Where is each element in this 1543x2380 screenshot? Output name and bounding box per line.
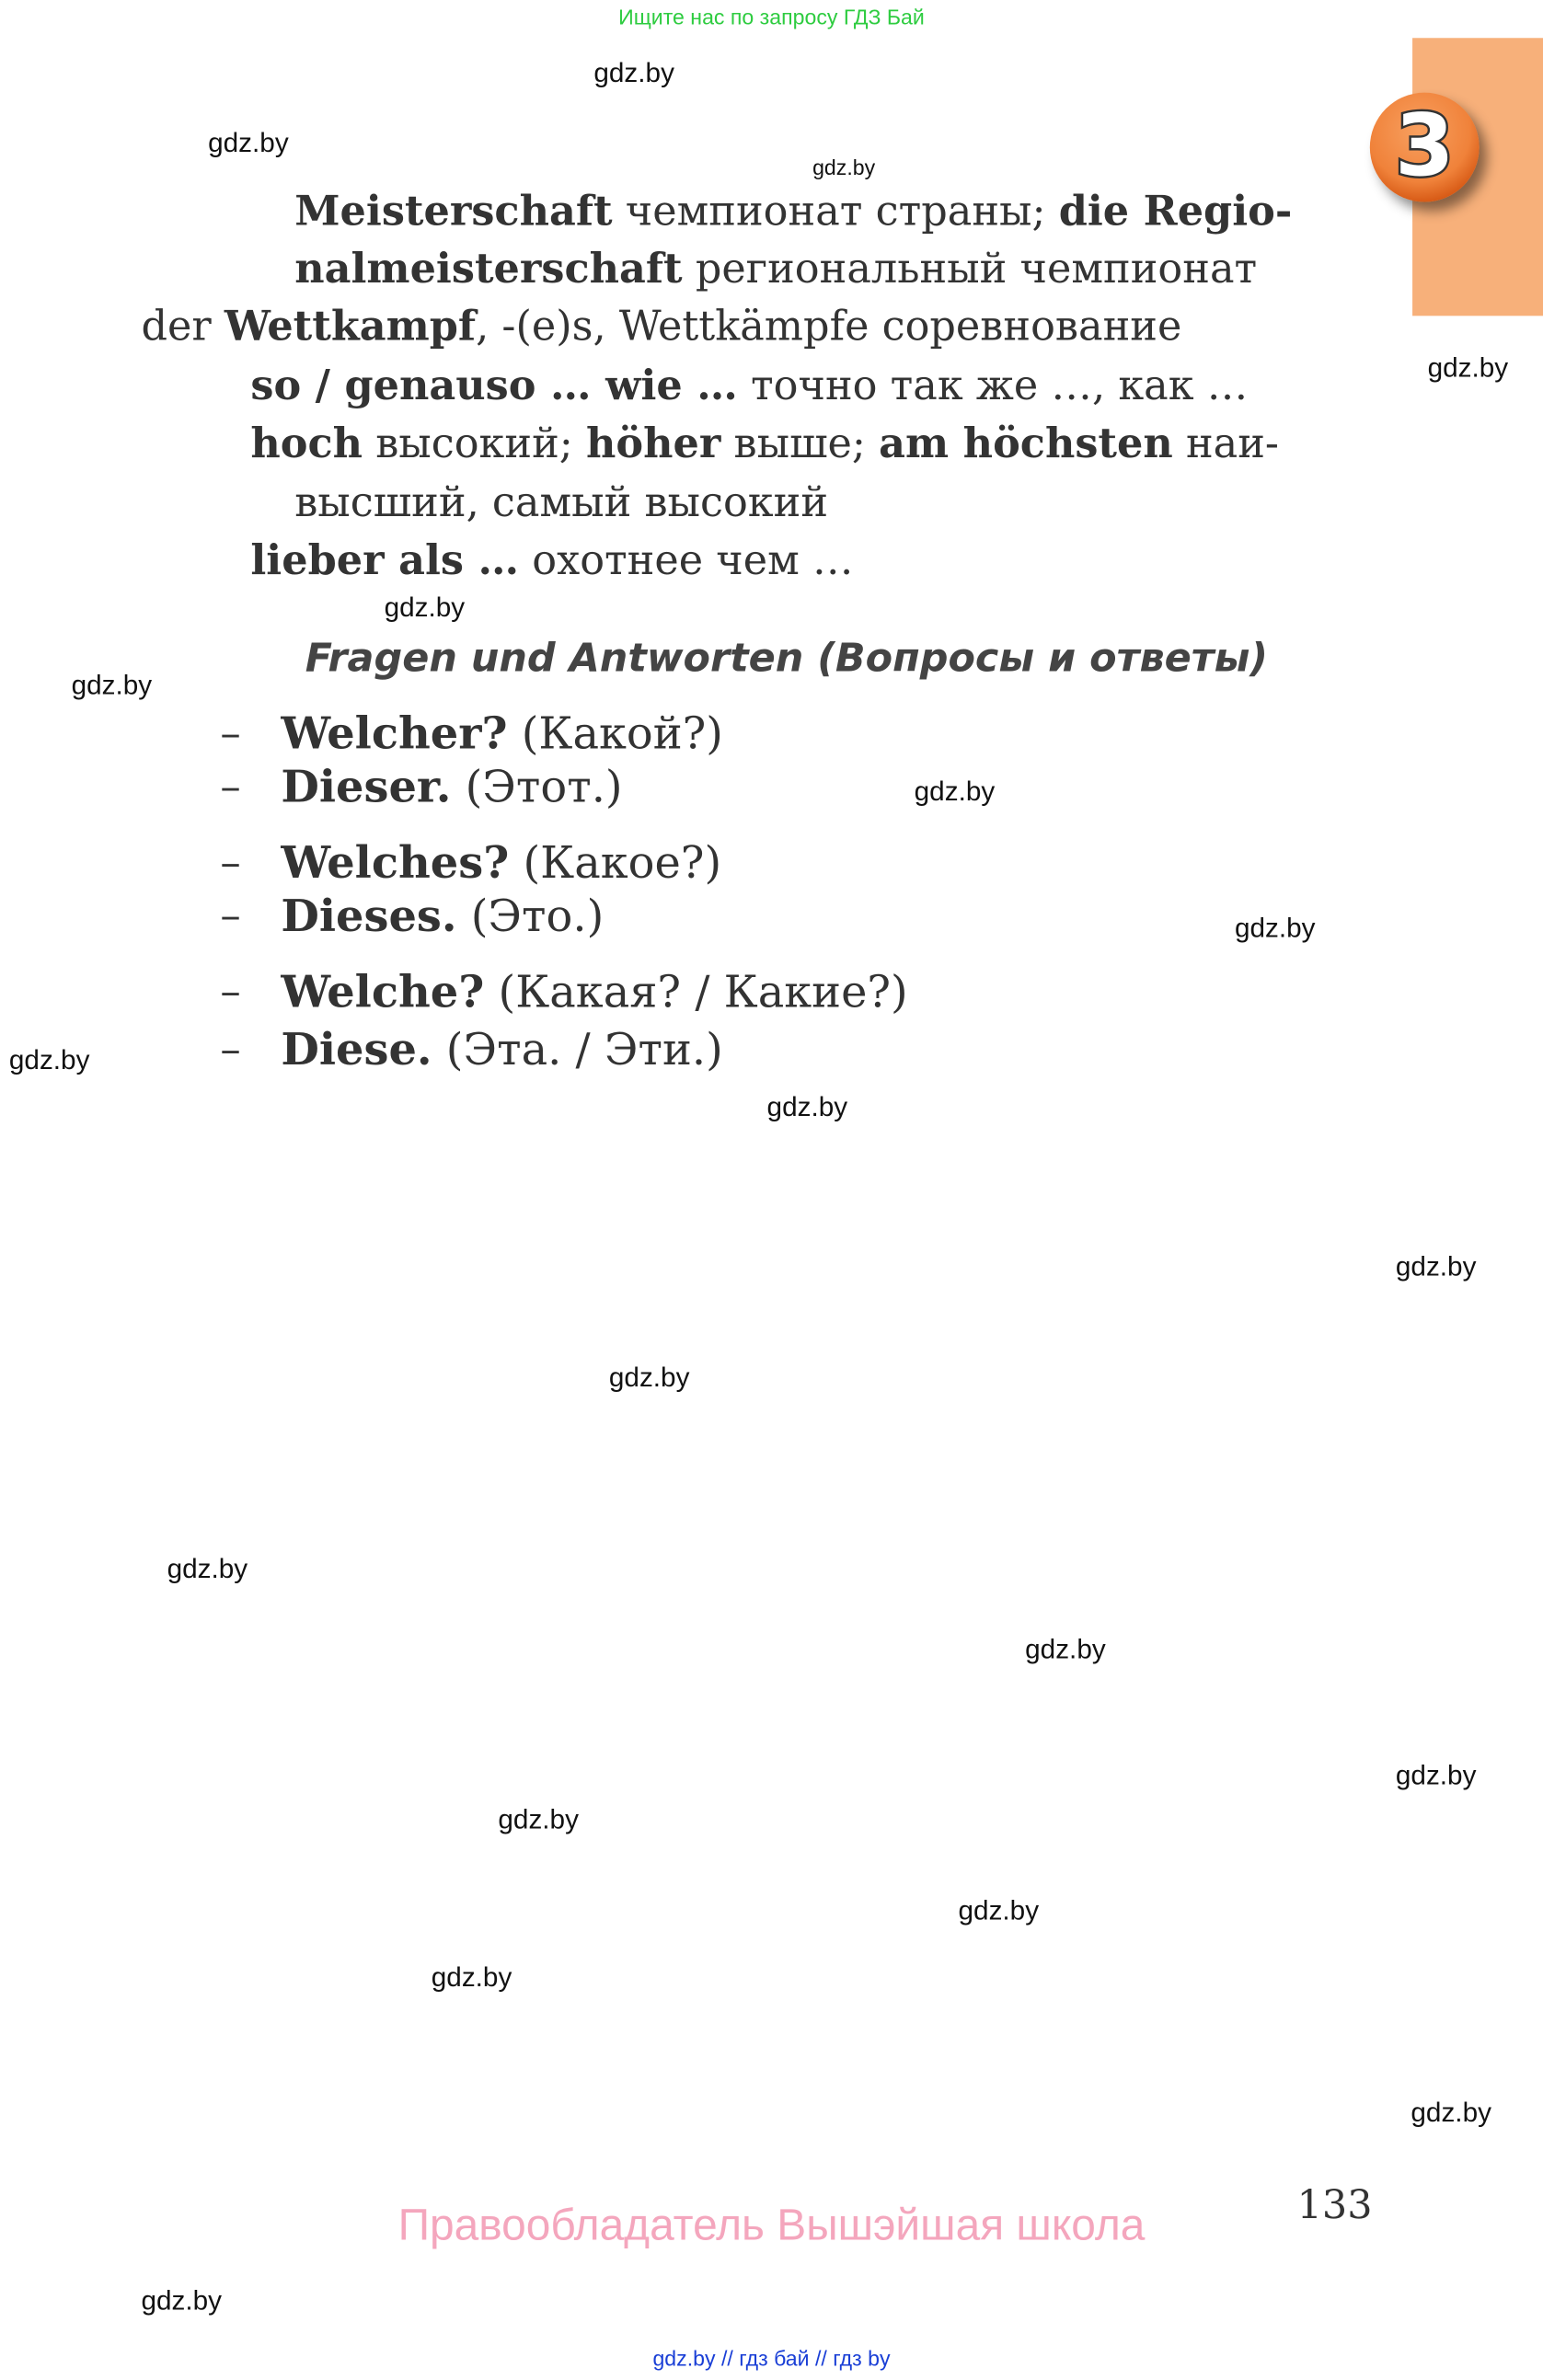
watermark: gdz.by	[384, 592, 466, 623]
watermark: gdz.by	[8, 1044, 90, 1075]
translation: чемпионат страны;	[612, 188, 1059, 236]
watermark: gdz.by	[167, 1553, 248, 1584]
german-term: so / genauso … wie …	[250, 362, 738, 410]
vocab-line	[294, 187, 1292, 238]
watermark: gdz.by	[71, 669, 153, 700]
watermark: gdz.by	[1395, 1760, 1477, 1791]
watermark: gdz.by	[141, 2285, 223, 2317]
translation: охотнее чем …	[519, 537, 854, 585]
german-phrase: Welches?	[281, 836, 510, 889]
dialog-dash: –	[220, 764, 241, 811]
german-term: am höchsten	[879, 420, 1173, 468]
translation: , -(e)s, Wettkämpfe соревнование	[476, 304, 1182, 351]
german-term: Meisterschaft	[294, 188, 613, 236]
russian-translation: (Какой?)	[507, 707, 723, 760]
watermark: gdz.by	[1395, 1251, 1477, 1282]
watermark: gdz.by	[1411, 2097, 1491, 2128]
german-term: die Regio-	[1058, 188, 1293, 236]
russian-translation: (Эта. / Эти.)	[432, 1023, 723, 1075]
watermark: gdz.by	[431, 1961, 512, 1993]
german-term: höher	[586, 420, 721, 468]
watermark: gdz.by	[766, 1091, 848, 1122]
german-term: Wettkampf	[224, 304, 477, 351]
watermark: gdz.by	[1427, 351, 1509, 383]
dialog-dash: –	[220, 1026, 241, 1074]
translation: der	[141, 304, 225, 351]
translation: выше;	[720, 420, 880, 468]
vocab-line	[250, 420, 1279, 471]
watermark: gdz.by	[958, 1894, 1040, 1926]
vocab-line	[294, 478, 828, 530]
vocab-line	[294, 245, 1257, 296]
translation: наи-	[1172, 420, 1279, 468]
watermark: gdz.by	[208, 127, 289, 158]
dialog-line	[281, 836, 721, 888]
translation: высокий;	[363, 420, 587, 468]
russian-translation: (Этот.)	[451, 760, 623, 813]
german-phrase: Welche?	[281, 965, 485, 1018]
watermark: gdz.by	[593, 57, 674, 88]
translation: высший, самый высокий	[294, 479, 829, 527]
dialog-line	[281, 890, 604, 941]
dialog-dash: –	[220, 710, 241, 758]
german-term: lieber als …	[250, 537, 520, 585]
translation: региональный чемпионат	[682, 246, 1258, 293]
vocab-line	[142, 302, 1182, 353]
dialog-dash: –	[220, 969, 241, 1017]
german-phrase: Dieser.	[281, 760, 452, 813]
translation: точно так же …, как …	[737, 362, 1249, 410]
german-phrase: Welcher?	[281, 707, 508, 760]
german-phrase: Diese.	[281, 1023, 432, 1075]
dialog-line	[281, 966, 907, 1018]
german-term: nalmeisterschaft	[294, 246, 683, 293]
watermark: gdz.by	[498, 1803, 579, 1834]
dialog-line	[281, 761, 622, 812]
search-hint: Ищите нас по запросу ГДЗ Бай	[618, 4, 925, 29]
dialog-line	[281, 707, 723, 759]
watermark: gdz.by	[812, 155, 876, 179]
russian-translation: (Это.)	[456, 890, 605, 942]
bottom-links[interactable]: gdz.by // гдз бай // гдз by	[652, 2346, 891, 2371]
section-heading: Fragen und Antworten (Вопросы и ответы)	[305, 636, 1269, 683]
russian-translation: (Какая? / Какие?)	[484, 965, 908, 1018]
german-phrase: Dieses.	[281, 890, 457, 942]
watermark: gdz.by	[914, 776, 996, 807]
vocab-line	[250, 362, 1248, 413]
watermark: gdz.by	[608, 1362, 690, 1393]
chapter-badge	[1370, 93, 1480, 202]
watermark: gdz.by	[1025, 1634, 1106, 1665]
german-term: hoch	[250, 420, 363, 468]
chapter-number: 3	[1395, 97, 1455, 196]
dialog-line	[281, 1024, 722, 1075]
vocab-line	[250, 536, 853, 588]
russian-translation: (Какое?)	[509, 836, 722, 889]
dialog-dash: –	[220, 839, 241, 887]
dialog-dash: –	[220, 892, 241, 940]
watermark: gdz.by	[1234, 913, 1316, 944]
copyright-footer: Правообладатель Вышэйшая школа	[397, 2202, 1146, 2251]
page-number: 133	[1296, 2183, 1373, 2230]
